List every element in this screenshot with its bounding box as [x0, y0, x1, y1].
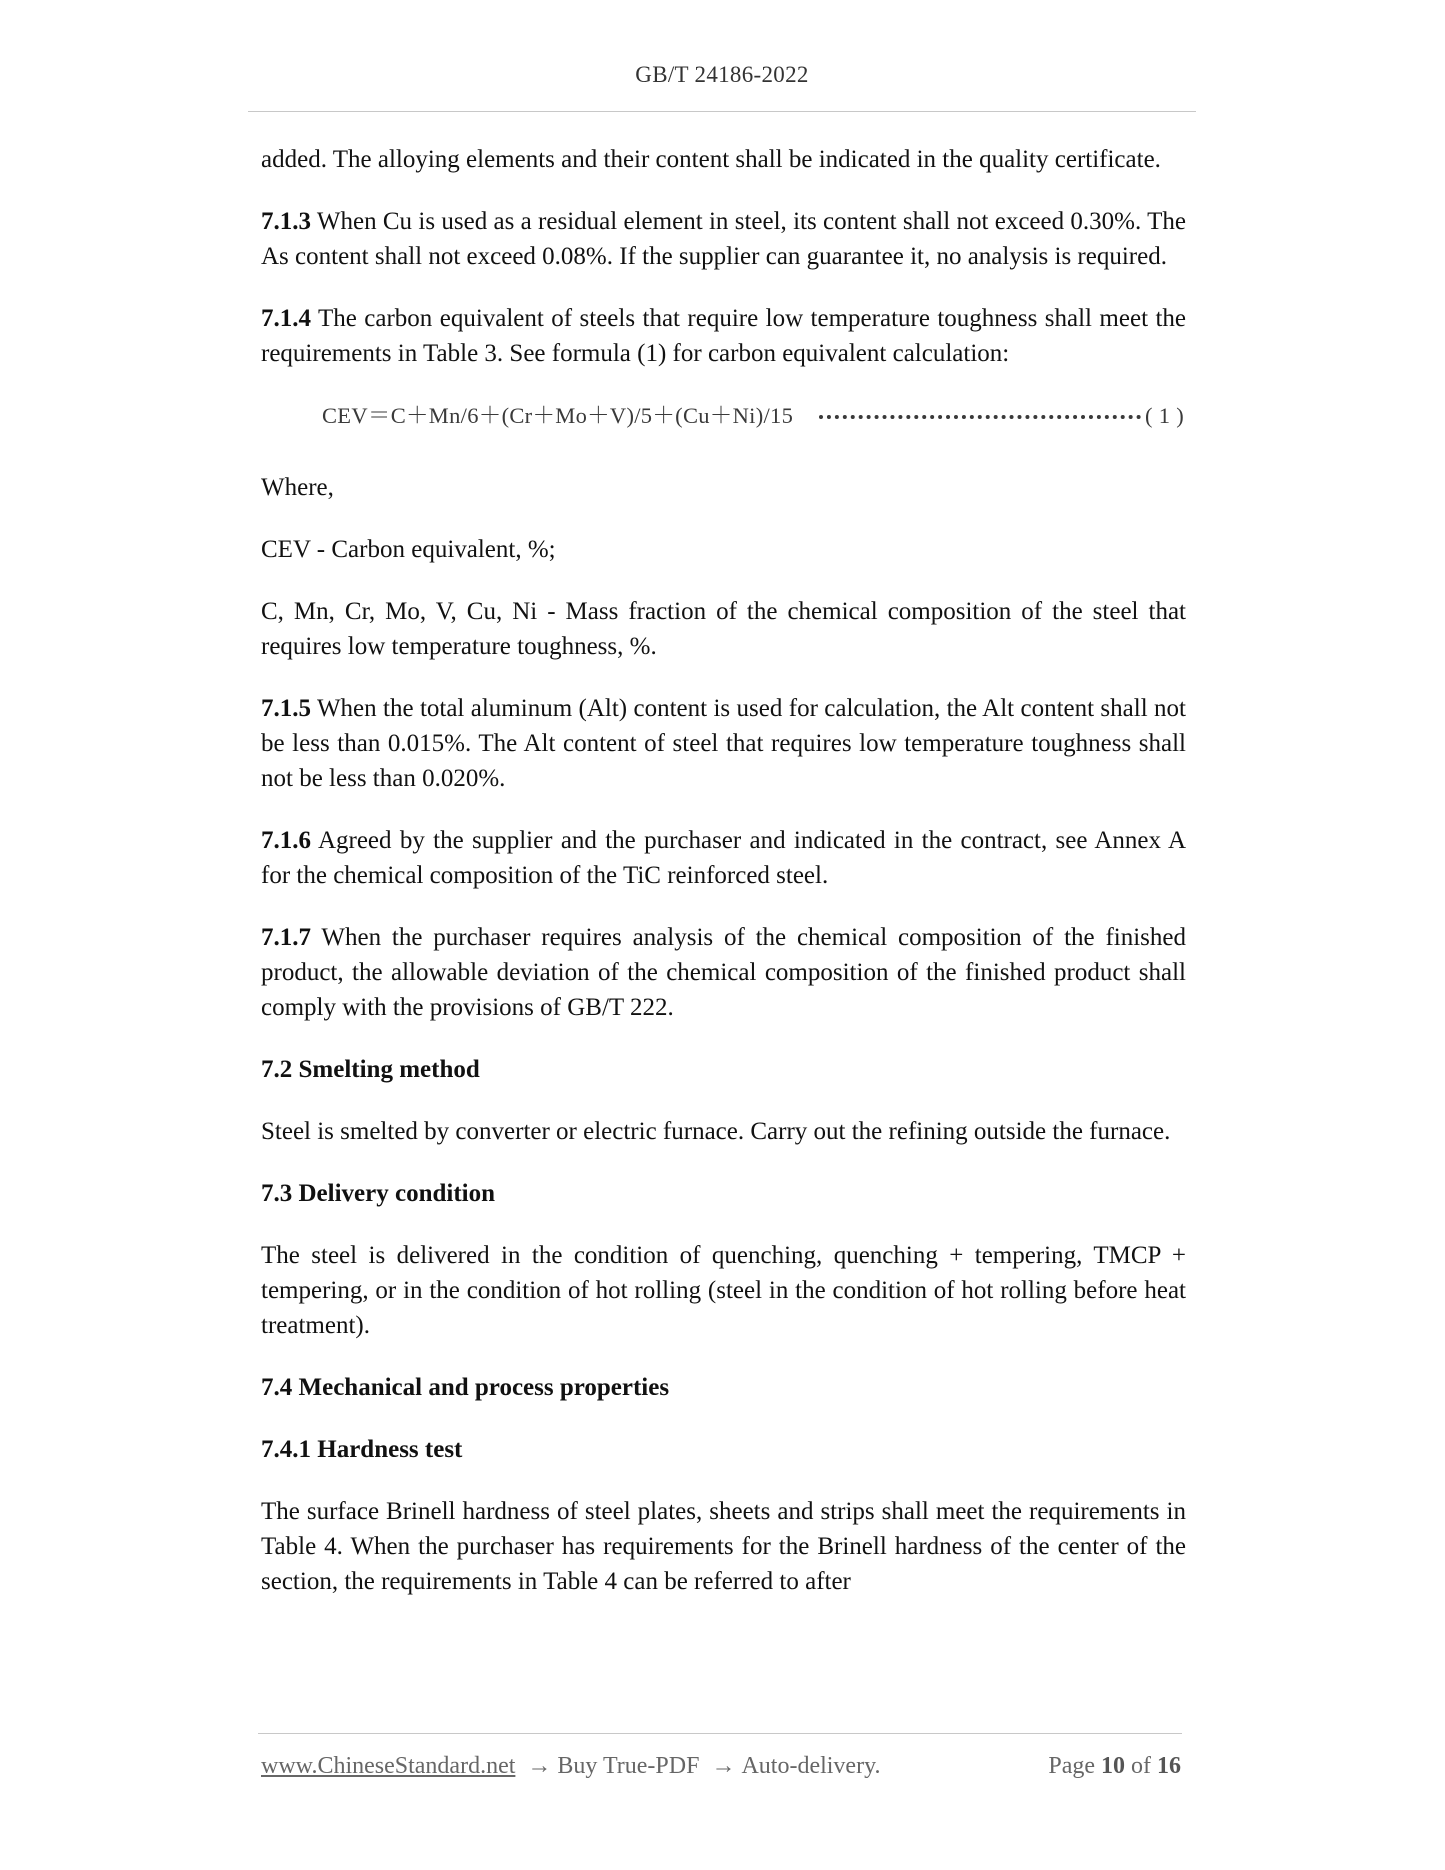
- formula-expression: CEV＝C＋Mn/6＋(Cr＋Mo＋V)/5＋(Cu＋Ni)/15: [322, 403, 794, 428]
- clause-number: 7.1.5: [261, 695, 311, 722]
- paragraph-continued: added. The alloying elements and their content shall be indicated in the quality certificate.: [261, 146, 1161, 173]
- formula-number: ( 1 ): [1145, 403, 1184, 428]
- buy-true-pdf-text: Buy True-PDF: [557, 1753, 700, 1779]
- arrow-right-icon: →: [711, 1753, 736, 1779]
- clause-text: When the purchaser requires analysis of the chemical composition of the finished product, the allowable deviation of the chemical composition of the finished product shall comply with the provisions of GB/T 222.: [261, 924, 1186, 1021]
- section-heading-7-2: 7.2 Smelting method: [261, 1056, 480, 1083]
- clause-text: When the total aluminum (Alt) content is used for calculation, the Alt content shall not be less than 0.015%. The Alt content of steel that requires low temperature toughness shall not be less than 0.020%.: [261, 695, 1186, 792]
- clause-7-1-6: [261, 823, 1186, 893]
- section-heading-7-4: 7.4 Mechanical and process properties: [261, 1374, 670, 1401]
- page-indicator: [1048, 1753, 1181, 1780]
- formula-leader-dots: [819, 401, 1141, 419]
- clause-number: 7.1.7: [261, 924, 311, 951]
- of-label: of: [1131, 1753, 1151, 1779]
- paragraph-7-3: The steel is delivered in the condition of quenching, quenching + tempering, TMCP + tempering, or in the condition of hot rolling (steel in the condition of hot rolling before heat treatment).: [261, 1242, 1186, 1339]
- page-total: 16: [1157, 1753, 1181, 1779]
- page-header: GB/T 24186-2022: [635, 62, 809, 87]
- clause-text: When Cu is used as a residual element in steel, its content shall not exceed 0.30%. The As content shall not exceed 0.08%. If the supplier can guarantee it, no analysis is required.: [261, 208, 1186, 270]
- paragraph-7-2: Steel is smelted by converter or electric furnace. Carry out the refining outside the furnace.: [261, 1118, 1171, 1145]
- clause-7-1-4: [261, 301, 1186, 371]
- paragraph-7-4-1: The surface Brinell hardness of steel plates, sheets and strips shall meet the requirements in Table 4. When the purchaser has requirements for the Brinell hardness of the center of the section, the requirements in Table 4 can be referred to after: [261, 1498, 1186, 1595]
- clause-7-1-7: [261, 920, 1186, 1025]
- auto-delivery-text: Auto-delivery.: [741, 1753, 881, 1779]
- header-divider: [248, 111, 1196, 112]
- clause-7-1-3: [261, 204, 1186, 274]
- formula-1: [261, 398, 1186, 434]
- definition-cev: CEV - Carbon equivalent, %;: [261, 536, 556, 563]
- clause-text: The carbon equivalent of steels that require low temperature toughness shall meet the requirements in Table 3. See formula (1) for carbon equivalent calculation:: [261, 305, 1186, 367]
- clause-text: Agreed by the supplier and the purchaser and indicated in the contract, see Annex A for the chemical composition of the TiC reinforced steel.: [261, 827, 1187, 889]
- section-heading-7-3: 7.3 Delivery condition: [261, 1180, 496, 1207]
- arrow-right-icon: →: [527, 1753, 552, 1779]
- footer-left: [261, 1753, 881, 1780]
- document-body: [261, 142, 1186, 1626]
- clause-number: 7.1.6: [261, 827, 311, 854]
- clause-7-1-5: [261, 691, 1186, 796]
- footer-divider: [258, 1733, 1182, 1734]
- definition-elements: C, Mn, Cr, Mo, V, Cu, Ni - Mass fraction of the chemical composition of the steel that requires low temperature toughness, %.: [261, 598, 1186, 660]
- page-current: 10: [1101, 1753, 1125, 1779]
- clause-number: 7.1.4: [261, 305, 311, 332]
- where-label: Where,: [261, 474, 334, 501]
- page-label: Page: [1048, 1753, 1095, 1779]
- page-footer: [261, 1753, 1181, 1780]
- section-heading-7-4-1: 7.4.1 Hardness test: [261, 1436, 463, 1463]
- website-link[interactable]: www.ChineseStandard.net: [261, 1753, 516, 1779]
- clause-number: 7.1.3: [261, 208, 311, 235]
